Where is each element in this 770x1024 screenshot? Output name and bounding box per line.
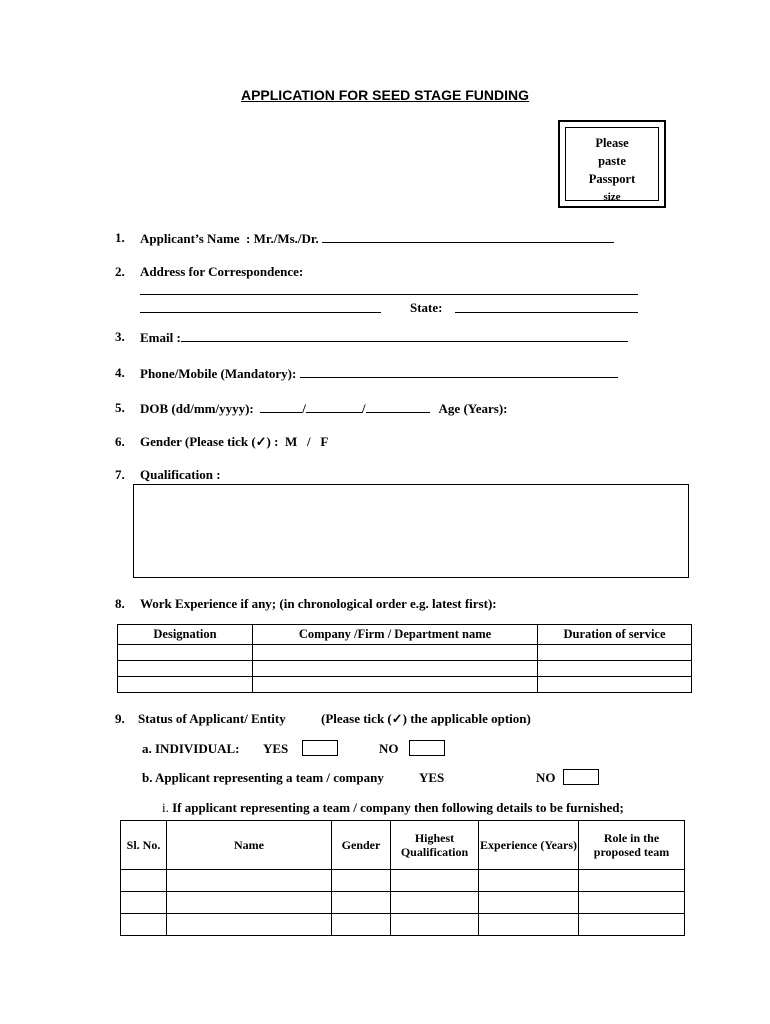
dob-sep-2: /	[361, 401, 366, 416]
table-cell[interactable]	[332, 892, 391, 914]
qualification-textarea[interactable]	[133, 484, 689, 578]
q2-label: Address for Correspondence:	[140, 264, 304, 279]
table-cell[interactable]	[253, 677, 538, 693]
table-cell[interactable]	[332, 870, 391, 892]
photo-text-1: Please	[595, 136, 629, 150]
table-row	[121, 914, 685, 936]
individual-yes-checkbox[interactable]	[302, 740, 338, 756]
team-no-checkbox[interactable]	[563, 769, 599, 785]
q8-number: 8.	[115, 596, 125, 611]
table-cell[interactable]	[538, 645, 692, 661]
q7-number: 7.	[115, 467, 125, 482]
table-cell[interactable]	[391, 892, 479, 914]
table-cell[interactable]	[391, 914, 479, 936]
dob-month-field[interactable]	[306, 400, 362, 413]
q3-label: Email :	[140, 330, 181, 345]
table-row	[118, 645, 692, 661]
q1-label: Applicant’s Name : Mr./Ms./Dr.	[140, 231, 319, 246]
dob-day-field[interactable]	[260, 400, 302, 413]
q6-gender[interactable]: Gender (Please tick (✓) : M / F	[140, 434, 329, 449]
col-highest-qualification: Highest Qualification	[391, 821, 479, 870]
table-cell[interactable]	[167, 870, 332, 892]
table-cell[interactable]	[391, 870, 479, 892]
q4-label: Phone/Mobile (Mandatory):	[140, 366, 297, 381]
table-cell[interactable]	[253, 661, 538, 677]
table-cell[interactable]	[118, 645, 253, 661]
team-yes-label: YES	[419, 770, 445, 785]
table-cell[interactable]	[118, 661, 253, 677]
q5-number: 5.	[115, 400, 125, 415]
team-no-label: NO	[536, 770, 556, 785]
q8-label: Work Experience if any; (in chronological order e.g. latest first):	[140, 596, 497, 611]
individual-no-checkbox[interactable]	[409, 740, 445, 756]
table-cell[interactable]	[479, 892, 579, 914]
table-cell[interactable]	[479, 870, 579, 892]
email-field[interactable]	[181, 329, 628, 342]
q4-number: 4.	[115, 365, 125, 380]
table-cell[interactable]	[167, 892, 332, 914]
col-name: Name	[167, 821, 332, 870]
photo-text-4: size	[603, 191, 621, 203]
table-cell[interactable]	[167, 914, 332, 936]
q9-number: 9.	[115, 711, 125, 726]
table-cell[interactable]	[579, 870, 685, 892]
col-role: Role in the proposed team	[579, 821, 685, 870]
table-cell[interactable]	[579, 914, 685, 936]
address-line-2[interactable]	[140, 300, 381, 313]
table-row	[118, 677, 692, 693]
q3-email	[140, 329, 628, 346]
address-line-1[interactable]	[140, 282, 638, 295]
table-cell[interactable]	[253, 645, 538, 661]
individual-yes-label: YES	[263, 741, 289, 756]
work-experience-table	[117, 624, 692, 693]
table-cell[interactable]	[121, 892, 167, 914]
table-row	[118, 661, 692, 677]
dob-year-field[interactable]	[366, 400, 430, 413]
q5-label: DOB (dd/mm/yyyy):	[140, 401, 254, 416]
table-row	[121, 870, 685, 892]
q7-label: Qualification :	[140, 467, 221, 482]
q4-phone	[140, 365, 618, 382]
table-cell[interactable]	[538, 677, 692, 693]
table-cell[interactable]	[332, 914, 391, 936]
q9-label: Status of Applicant/ Entity	[138, 711, 286, 726]
table-cell[interactable]	[118, 677, 253, 693]
photo-text-2: paste	[598, 154, 626, 168]
col-sl-no: Sl. No.	[121, 821, 167, 870]
individual-label: a. INDIVIDUAL:	[142, 741, 240, 756]
applicant-name-field[interactable]	[322, 230, 614, 243]
instruction-text: If applicant representing a team / company then following details to be furnished;	[172, 800, 624, 815]
instruction-prefix: i.	[162, 800, 169, 815]
team-details-instruction	[162, 800, 624, 816]
table-cell[interactable]	[121, 914, 167, 936]
col-gender: Gender	[332, 821, 391, 870]
state-field[interactable]	[455, 300, 638, 313]
table-cell[interactable]	[579, 892, 685, 914]
age-label: Age (Years):	[438, 401, 508, 416]
q5-dob	[140, 400, 508, 417]
table-cell[interactable]	[479, 914, 579, 936]
col-experience: Experience (Years)	[479, 821, 579, 870]
q1-number: 1.	[115, 230, 125, 245]
photo-text-3: Passport	[588, 172, 636, 186]
q2-number: 2.	[115, 264, 125, 279]
table-cell[interactable]	[121, 870, 167, 892]
col-duration: Duration of service	[538, 625, 692, 645]
passport-photo-box	[558, 120, 666, 208]
team-label: b. Applicant representing a team / company	[142, 770, 384, 785]
form-title: APPLICATION FOR SEED STAGE FUNDING	[240, 87, 530, 103]
col-company: Company /Firm / Department name	[253, 625, 538, 645]
table-cell[interactable]	[538, 661, 692, 677]
team-details-table	[120, 820, 685, 936]
individual-no-label: NO	[379, 741, 399, 756]
col-designation: Designation	[118, 625, 253, 645]
q3-number: 3.	[115, 329, 125, 344]
dob-sep-1: /	[302, 401, 306, 416]
phone-field[interactable]	[300, 365, 618, 378]
q1-applicant-name	[140, 230, 614, 247]
state-label: State:	[410, 300, 443, 315]
q6-number: 6.	[115, 434, 125, 449]
table-row	[121, 892, 685, 914]
q9-note: (Please tick (✓) the applicable option)	[321, 711, 531, 726]
